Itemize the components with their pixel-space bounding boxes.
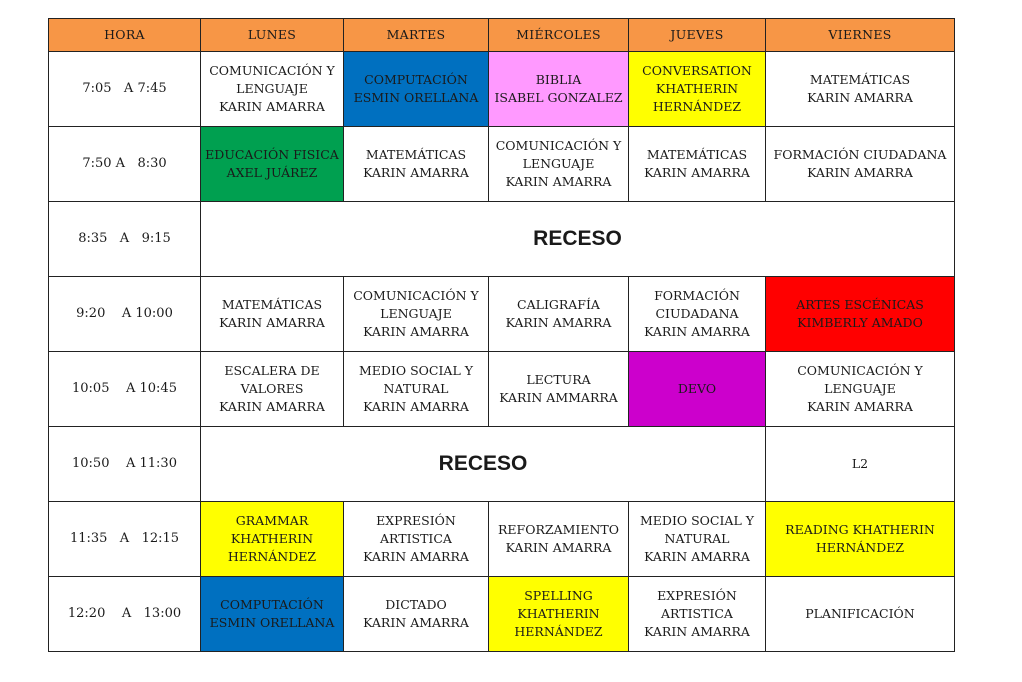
- class-cell: [344, 52, 489, 127]
- class-cell-line: MATEMÁTICAS: [221, 297, 323, 312]
- class-cell-line: KARIN AMMARRA: [499, 390, 618, 405]
- class-cell-line: FORMACIÓN: [654, 288, 740, 303]
- class-cell-line: LENGUAJE: [824, 381, 896, 396]
- header-miercoles: MIÉRCOLES: [489, 19, 629, 52]
- class-cell: [489, 127, 629, 202]
- class-cell-line: COMPUTACIÓN: [364, 72, 468, 87]
- class-cell-line: KHATHERIN: [517, 606, 600, 621]
- class-cell: [766, 577, 955, 652]
- class-cell: [489, 352, 629, 427]
- header-hora: HORA: [49, 19, 201, 52]
- class-cell-line: HERNÁNDEZ: [514, 624, 603, 639]
- class-cell-line: KARIN AMARRA: [363, 549, 469, 564]
- class-cell-line: NATURAL: [664, 531, 730, 546]
- class-cell-line: BIBLIA: [535, 72, 582, 87]
- time-slot: 7:50 A 8:30: [49, 127, 201, 202]
- class-cell-line: EXPRESIÓN: [376, 513, 456, 528]
- class-cell-line: MEDIO SOCIAL Y: [640, 513, 754, 528]
- class-cell-line: KARIN AMARRA: [644, 549, 750, 564]
- class-cell-line: KARIN AMARRA: [505, 540, 612, 555]
- class-cell-line: KIMBERLY AMADO: [797, 315, 923, 330]
- class-cell-line: HERNÁNDEZ: [815, 540, 905, 555]
- schedule-body: [49, 52, 955, 652]
- class-cell-line: CONVERSATION: [642, 63, 752, 78]
- class-cell-line: HERNÁNDEZ: [652, 99, 742, 114]
- class-cell-line: KARIN AMARRA: [363, 615, 469, 630]
- recess-cell: RECESO: [201, 202, 955, 277]
- time-slot: 7:05 A 7:45: [49, 52, 201, 127]
- class-cell-line: LENGUAJE: [522, 156, 595, 171]
- class-cell-line: COMUNICACIÓN Y: [209, 63, 335, 78]
- class-cell-line: KARIN AMARRA: [807, 165, 913, 180]
- class-cell-line: DEVO: [677, 381, 717, 396]
- class-cell-line: DICTADO: [385, 597, 447, 612]
- class-cell-line: ESMIN ORELLANA: [353, 90, 479, 105]
- time-slot: 9:20 A 10:00: [49, 277, 201, 352]
- class-cell: [629, 127, 766, 202]
- class-cell-line: GRAMMAR: [235, 513, 309, 528]
- class-cell-line: NATURAL: [383, 381, 449, 396]
- class-cell: [629, 352, 766, 427]
- class-cell: [629, 52, 766, 127]
- header-jueves: JUEVES: [629, 19, 766, 52]
- class-cell-line: MATEMÁTICAS: [365, 147, 467, 162]
- class-cell: [489, 277, 629, 352]
- class-cell: [629, 577, 766, 652]
- class-cell: L2: [766, 427, 955, 502]
- class-cell-line: HERNÁNDEZ: [227, 549, 317, 564]
- schedule-row: [49, 127, 955, 202]
- class-cell: [201, 127, 344, 202]
- class-cell: [766, 127, 955, 202]
- class-cell: [344, 277, 489, 352]
- time-slot: 12:20 A 13:00: [49, 577, 201, 652]
- class-cell: [344, 352, 489, 427]
- class-cell: [489, 577, 629, 652]
- schedule-row: [49, 352, 955, 427]
- class-cell-line: LENGUAJE: [236, 81, 308, 96]
- class-cell-line: ISABEL GONZALEZ: [494, 90, 623, 105]
- class-cell-line: KARIN AMARRA: [644, 324, 750, 339]
- class-cell-line: KARIN AMARRA: [807, 90, 913, 105]
- class-cell-line: EXPRESIÓN: [657, 588, 737, 603]
- class-cell-line: COMUNICACIÓN Y: [495, 138, 622, 153]
- class-cell-line: CALIGRAFÍA: [517, 297, 600, 312]
- class-cell-line: KARIN AMARRA: [363, 165, 469, 180]
- class-cell-line: KARIN AMARRA: [505, 315, 612, 330]
- class-cell: [201, 52, 344, 127]
- class-cell-line: ESCALERA DE: [224, 363, 320, 378]
- class-cell-line: KHATHERIN: [230, 531, 314, 546]
- class-cell: [201, 502, 344, 577]
- class-cell-line: ESMIN ORELLANA: [209, 615, 335, 630]
- class-cell-line: MATEMÁTICAS: [646, 147, 748, 162]
- class-cell-line: KARIN AMARRA: [644, 624, 750, 639]
- time-slot: 11:35 A 12:15: [49, 502, 201, 577]
- schedule-row: [49, 202, 955, 277]
- class-cell-line: ARTES ESCÉNICAS: [796, 297, 924, 312]
- class-cell: [766, 277, 955, 352]
- recess-cell: RECESO: [201, 427, 766, 502]
- class-cell-line: KARIN AMARRA: [505, 174, 612, 189]
- time-slot: 8:35 A 9:15: [49, 202, 201, 277]
- class-cell-line: ARTISTICA: [661, 606, 733, 621]
- class-cell-line: REFORZAMIENTO: [498, 522, 619, 537]
- class-cell: [489, 52, 629, 127]
- class-cell: [201, 277, 344, 352]
- schedule-row: [49, 277, 955, 352]
- class-cell: [766, 502, 955, 577]
- class-cell-line: LENGUAJE: [380, 306, 452, 321]
- class-cell: [629, 277, 766, 352]
- time-slot: 10:05 A 10:45: [49, 352, 201, 427]
- class-cell-line: KARIN AMARRA: [363, 324, 469, 339]
- class-cell-line: ARTISTICA: [380, 531, 452, 546]
- class-cell-line: COMUNICACIÓN Y: [353, 288, 479, 303]
- class-cell-line: EDUCACIÓN FISICA: [205, 147, 339, 162]
- class-cell-line: MATEMÁTICAS: [809, 72, 911, 87]
- class-cell-line: CIUDADANA: [655, 306, 739, 321]
- class-cell: [489, 502, 629, 577]
- class-cell-line: KARIN AMARRA: [219, 315, 325, 330]
- class-cell: [766, 52, 955, 127]
- schedule-row: [49, 502, 955, 577]
- class-cell: [766, 352, 955, 427]
- class-cell-line: PLANIFICACIÓN: [805, 606, 915, 621]
- class-cell-line: KARIN AMARRA: [219, 399, 325, 414]
- class-cell: [344, 127, 489, 202]
- class-cell-line: KARIN AMARRA: [363, 399, 469, 414]
- class-cell-line: KARIN AMARRA: [219, 99, 325, 114]
- class-cell-line: KHATHERIN: [655, 81, 739, 96]
- class-cell: [201, 577, 344, 652]
- schedule-table: [48, 18, 955, 652]
- time-slot: 10:50 A 11:30: [49, 427, 201, 502]
- class-cell-line: AXEL JUÁREZ: [226, 165, 318, 180]
- class-cell: [344, 577, 489, 652]
- class-cell: [344, 502, 489, 577]
- class-cell-line: COMUNICACIÓN Y: [797, 363, 923, 378]
- header-row: [49, 19, 955, 52]
- schedule-row: [49, 577, 955, 652]
- header-martes: MARTES: [344, 19, 489, 52]
- schedule-row: [49, 427, 955, 502]
- class-cell-line: COMPUTACIÓN: [220, 597, 324, 612]
- header-lunes: LUNES: [201, 19, 344, 52]
- header-viernes: VIERNES: [766, 19, 955, 52]
- class-cell-line: SPELLING: [524, 588, 593, 603]
- schedule-row: [49, 52, 955, 127]
- class-cell-line: LECTURA: [526, 372, 591, 387]
- class-cell-line: KARIN AMARRA: [807, 399, 913, 414]
- class-cell: [629, 502, 766, 577]
- class-cell: [201, 352, 344, 427]
- class-cell-line: FORMACIÓN CIUDADANA: [773, 147, 947, 162]
- class-cell-line: MEDIO SOCIAL Y: [359, 363, 473, 378]
- class-cell-line: KARIN AMARRA: [644, 165, 750, 180]
- class-cell-line: VALORES: [240, 381, 304, 396]
- class-cell-line: READING KHATHERIN: [785, 522, 935, 537]
